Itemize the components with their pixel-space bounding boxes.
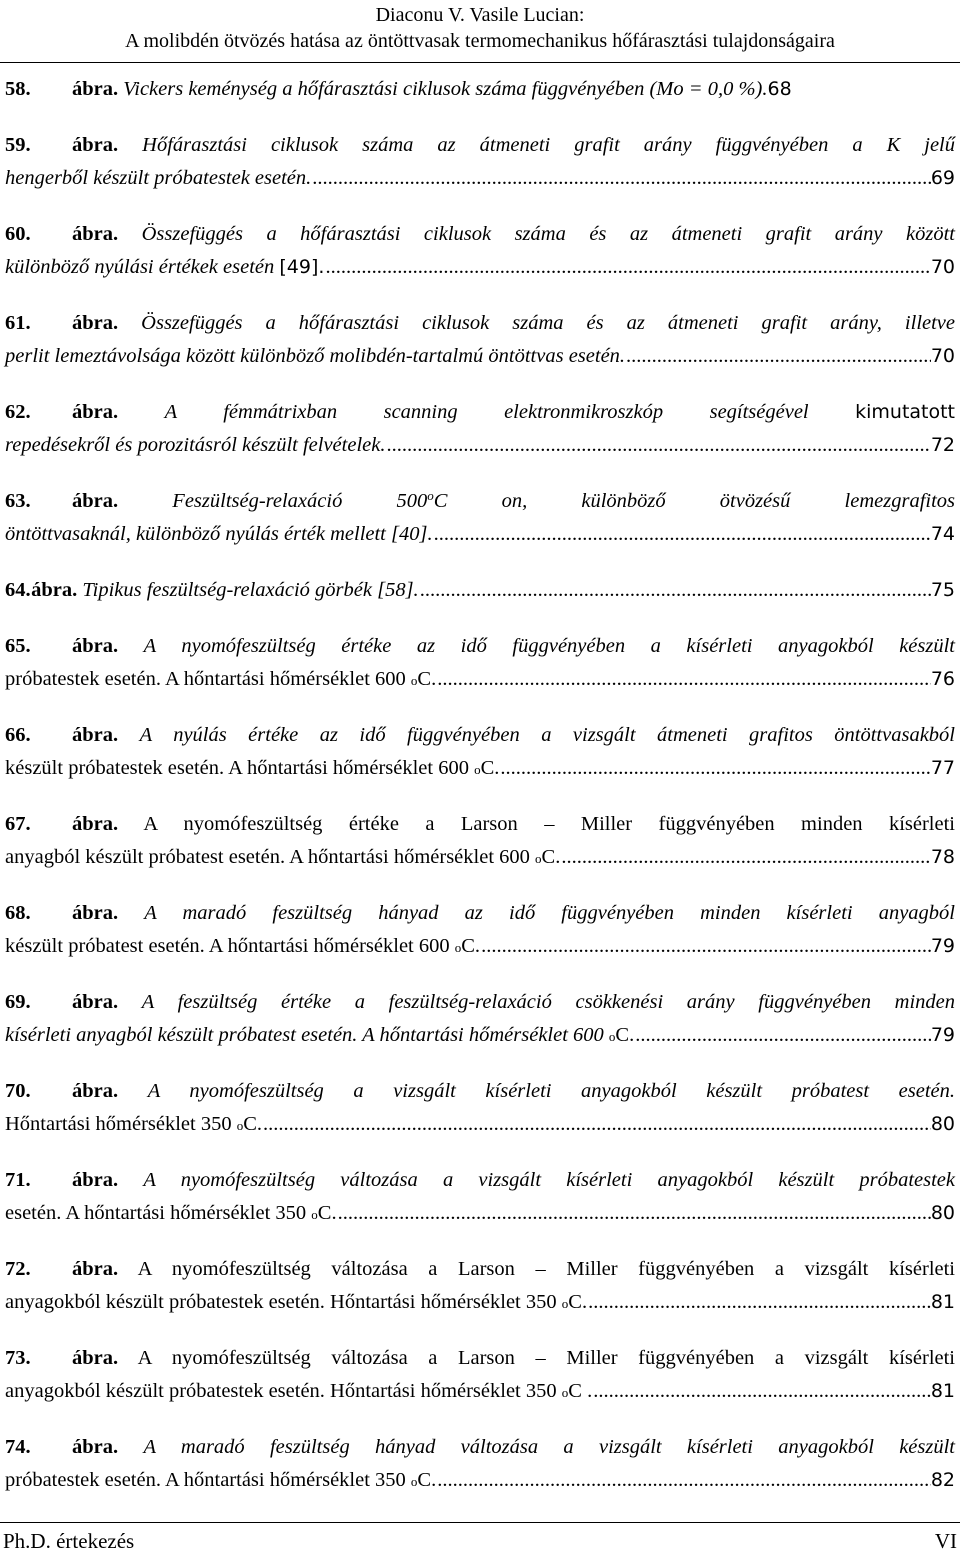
page-number[interactable]: 79: [930, 935, 955, 957]
figure-label: ábra.: [72, 78, 119, 100]
temperature-unit: C.: [461, 935, 481, 957]
figure-caption-cont: hengerből készült próbatestek esetén.: [5, 167, 312, 189]
figure-number: 64.: [5, 579, 31, 601]
figure-number: 60.: [5, 223, 31, 245]
figure-caption: A nyomófeszültség változása a vizsgált kísérleti anyagokból készült próbatestek: [143, 1169, 955, 1191]
figure-number: 61.: [5, 312, 31, 334]
figure-caption-cont: próbatestek esetén. A hőntartási hőmérséklet 600: [5, 668, 406, 690]
figure-caption: C on, különböző ötvözésű lemezgrafitos: [433, 490, 956, 512]
figure-label: ábra.: [72, 223, 119, 245]
dot-leader: [311, 162, 931, 195]
figure-caption-cont: anyagokból készült próbatestek esetén. Hőntartási hőmérséklet 350: [5, 1291, 557, 1313]
figure-caption-cont: anyagokból készült próbatestek esetén. Hőntartási hőmérséklet 350: [5, 1380, 557, 1402]
header-author: Diaconu V. Vasile Lucian:: [375, 4, 585, 26]
temperature-unit: C.: [417, 1469, 437, 1491]
temperature-unit: C.: [541, 846, 561, 868]
figure-caption-cont: perlit lemeztávolsága között különböző molibdén-tartalmú öntöttvas esetén.: [5, 345, 626, 367]
figure-number: 59.: [5, 134, 31, 156]
list-item[interactable]: 66. ábra. A nyúlás értéke az idő függvényében a vizsgált átmeneti grafitos öntöttvasakból készült próbatestek esetén. A hőntartási hőmérséklet 600 o C. ..... 77: [5, 719, 955, 785]
figure-caption-cont: próbatestek esetén. A hőntartási hőmérséklet 350: [5, 1469, 406, 1491]
figure-number: 68.: [5, 902, 31, 924]
header-title: A molibdén ötvözés hatása az öntöttvasak termomechanikus hőfárasztási tulajdonságaira: [125, 30, 835, 52]
figure-number: 67.: [5, 813, 31, 835]
dot-leader: [592, 1375, 931, 1408]
page-number[interactable]: 80: [930, 1113, 955, 1135]
figure-caption-word: kimutatott: [855, 401, 956, 423]
list-item[interactable]: [5, 574, 955, 607]
dot-leader: [587, 1286, 931, 1319]
page-number[interactable]: 69: [930, 167, 955, 189]
dot-leader: [634, 1019, 931, 1052]
dot-leader: [480, 930, 931, 963]
figure-label: ábra.: [72, 490, 119, 512]
figure-label: ábra.: [72, 1258, 119, 1280]
figure-label: ábra.: [72, 1080, 119, 1102]
figure-label: ábra.: [31, 579, 78, 601]
list-item[interactable]: [5, 307, 955, 373]
dot-leader: [385, 429, 930, 462]
figure-label: ábra.: [72, 1169, 119, 1191]
page-number[interactable]: 82: [930, 1469, 955, 1491]
page-number[interactable]: 77: [930, 757, 955, 779]
figure-label: ábra.: [72, 902, 119, 924]
dot-leader: [560, 841, 930, 874]
degree-superscript: o: [427, 488, 434, 503]
figure-caption-cont: repedésekről és porozitásról készült felvételek.: [5, 434, 386, 456]
list-item[interactable]: 69. ábra. A feszültség értéke a feszültség-relaxáció csökkenési arány függvényében minden kísérleti anyagból készült próbatest esetén. A hőntartási hőmérséklet 600 o C. ..... 79: [5, 986, 955, 1052]
footer-page-number: VI: [934, 1529, 957, 1553]
figure-label: ábra.: [72, 991, 119, 1013]
page-number[interactable]: 76: [930, 668, 955, 690]
temperature-unit: C.: [568, 1291, 588, 1313]
figure-caption: A nyomófeszültség változása a Larson – Miller függvényében a vizsgált kísérleti: [137, 1347, 956, 1369]
reference: [49].: [279, 256, 325, 278]
figure-caption: A nyomófeszültség változása a Larson – Miller függvényében a vizsgált kísérleti: [137, 1258, 956, 1280]
figure-caption-cont: Hőntartási hőmérséklet 350: [5, 1113, 232, 1135]
page-number[interactable]: 81: [930, 1380, 955, 1402]
figure-number: 70.: [5, 1080, 31, 1102]
figure-list: [5, 73, 955, 1520]
page-number[interactable]: 81: [930, 1291, 955, 1313]
figure-number: 74.: [5, 1436, 31, 1458]
figure-caption: A maradó feszültség hányad változása a vizsgált kísérleti anyagokból készült: [143, 1436, 956, 1458]
list-item[interactable]: 72. ábra. A nyomófeszültség változása a Larson – Miller függvényében a vizsgált kísérleti anyagokból készült próbatestek esetén. Hőntartási hőmérséklet 350 o C. ..... 81: [5, 1253, 955, 1319]
page-number[interactable]: 72: [930, 434, 955, 456]
figure-label: ábra.: [72, 1436, 119, 1458]
figure-caption: A nyomófeszültség értéke az idő függvényében a kísérleti anyagokból készült: [143, 635, 955, 657]
list-item[interactable]: 65. ábra. A nyomófeszültség értéke az idő függvényében a kísérleti anyagokból készült próbatestek esetén. A hőntartási hőmérséklet 600 o C. ..... 76: [5, 630, 955, 696]
list-item[interactable]: 67. ábra. A nyomófeszültség értéke a Larson – Miller függvényében minden kísérleti anyagból készült próbatest esetén. A hőntartási hőmérséklet 600 o C. ..... 78: [5, 808, 955, 874]
figure-label: ábra.: [72, 1347, 119, 1369]
dot-leader: [433, 518, 931, 551]
page-footer: [0, 1522, 960, 1558]
figure-caption: Összefüggés a hőfárasztási ciklusok száma és az átmeneti grafit arány között: [141, 223, 955, 245]
figure-number: 65.: [5, 635, 31, 657]
figure-caption: Hőfárasztási ciklusok száma az átmeneti grafit arány függvényében a K jelű: [142, 134, 956, 156]
dot-leader: [337, 1197, 931, 1230]
figure-caption: A maradó feszültség hányad az idő függvényében minden kísérleti anyagból: [144, 902, 955, 924]
list-item[interactable]: [5, 396, 955, 462]
figure-caption-cont: esetén. A hőntartási hőmérséklet 350: [5, 1202, 307, 1224]
dot-leader: [262, 1108, 931, 1141]
page-number[interactable]: 70: [930, 256, 955, 278]
temperature-unit: C .: [568, 1380, 593, 1402]
dot-leader: [499, 752, 930, 785]
figure-caption-cont: kísérleti anyagból készült próbatest esetén. A hőntartási hőmérséklet 600: [5, 1024, 604, 1046]
page-number[interactable]: 74: [930, 523, 955, 545]
list-item[interactable]: [5, 129, 955, 195]
figure-caption-cont: anyagból készült próbatest esetén. A hőntartási hőmérséklet 600: [5, 846, 530, 868]
dot-leader: [419, 574, 931, 607]
figure-label: ábra.: [72, 401, 119, 423]
figure-label: ábra.: [72, 635, 119, 657]
list-item[interactable]: [5, 218, 955, 284]
figure-caption: Tipikus feszültség-relaxáció görbék [58].: [82, 579, 419, 601]
temperature-unit: C.: [480, 757, 500, 779]
page-number[interactable]: 68: [767, 78, 792, 100]
figure-caption: A feszültség értéke a feszültség-relaxáció csökkenési arány függvényében minden: [141, 991, 956, 1013]
figure-number: 72.: [5, 1258, 31, 1280]
figure-caption: A nyomófeszültség értéke a Larson – Miller függvényében minden kísérleti: [143, 813, 955, 835]
figure-number: 71.: [5, 1169, 31, 1191]
figure-number: 62.: [5, 401, 31, 423]
list-item[interactable]: 73. ábra. A nyomófeszültség változása a Larson – Miller függvényében a vizsgált kísérleti anyagokból készült próbatestek esetén. Hőntartási hőmérséklet 350 o C . ..... 81: [5, 1342, 955, 1408]
figure-caption: Feszültség-relaxáció 500: [172, 490, 428, 512]
figure-number: 58.: [5, 78, 31, 100]
figure-caption-cont: különböző nyúlási értékek esetén: [5, 256, 275, 278]
list-item[interactable]: [5, 485, 955, 551]
list-item[interactable]: [5, 73, 955, 106]
figure-number: 73.: [5, 1347, 31, 1369]
page-number[interactable]: 78: [930, 846, 955, 868]
page-number[interactable]: 70: [930, 345, 955, 367]
dot-leader: [324, 251, 930, 284]
figure-caption: Összefüggés a hőfárasztási ciklusok száma és az átmeneti grafit arány, illetve: [141, 312, 956, 334]
figure-caption-cont: öntöttvasaknál, különböző nyúlás érték mellett [40].: [5, 523, 433, 545]
page-number[interactable]: 75: [930, 579, 955, 601]
dot-leader: [436, 663, 931, 696]
figure-label: ábra.: [72, 813, 119, 835]
list-item[interactable]: 70. ábra. A nyomófeszültség a vizsgált kísérleti anyagokból készült próbatest esetén. Hőntartási hőmérséklet 350 o C. ..... 80: [5, 1075, 955, 1141]
temperature-unit: C.: [417, 668, 437, 690]
figure-number: 66.: [5, 724, 31, 746]
figure-caption-cont: készült próbatestek esetén. A hőntartási hőmérséklet 600: [5, 757, 469, 779]
figure-caption-cont: készült próbatest esetén. A hőntartási hőmérséklet 600: [5, 935, 450, 957]
figure-caption: A nyomófeszültség a vizsgált kísérleti anyagokból készült próbatest esetén.: [147, 1080, 955, 1102]
figure-caption: Vickers keménység a hőfárasztási ciklusok száma függvényében (Mo = 0,0 %).: [123, 78, 768, 100]
list-item[interactable]: 68. ábra. A maradó feszültség hányad az idő függvényében minden kísérleti anyagból készült próbatest esetén. A hőntartási hőmérséklet 600 o C. ..... 79: [5, 897, 955, 963]
figure-caption: A nyúlás értéke az idő függvényében a vizsgált átmeneti grafitos öntöttvasakból: [139, 724, 956, 746]
figure-number: 69.: [5, 991, 31, 1013]
dot-leader: [625, 340, 931, 373]
footer-doc-type: Ph.D. értekezés: [3, 1529, 135, 1553]
figure-label: ábra.: [72, 312, 119, 334]
temperature-unit: C.: [615, 1024, 635, 1046]
temperature-unit: C.: [243, 1113, 263, 1135]
figure-caption: A fémmátrixban scanning elektronmikroszkóp segítségével: [164, 401, 809, 423]
page-number[interactable]: 80: [930, 1202, 955, 1224]
figure-label: ábra.: [72, 134, 119, 156]
list-item[interactable]: 74. ábra. A maradó feszültség hányad változása a vizsgált kísérleti anyagokból készült próbatestek esetén. A hőntartási hőmérséklet 350 o C. ..... 82: [5, 1431, 955, 1497]
page-number[interactable]: 79: [930, 1024, 955, 1046]
figure-number: 63.: [5, 490, 31, 512]
list-item[interactable]: 71. ábra. A nyomófeszültség változása a vizsgált kísérleti anyagokból készült próbatestek esetén. A hőntartási hőmérséklet 350 o C. ..... 80: [5, 1164, 955, 1230]
dot-leader: [436, 1464, 931, 1497]
page-header: [0, 0, 960, 63]
figure-label: ábra.: [72, 724, 119, 746]
temperature-unit: C.: [317, 1202, 337, 1224]
